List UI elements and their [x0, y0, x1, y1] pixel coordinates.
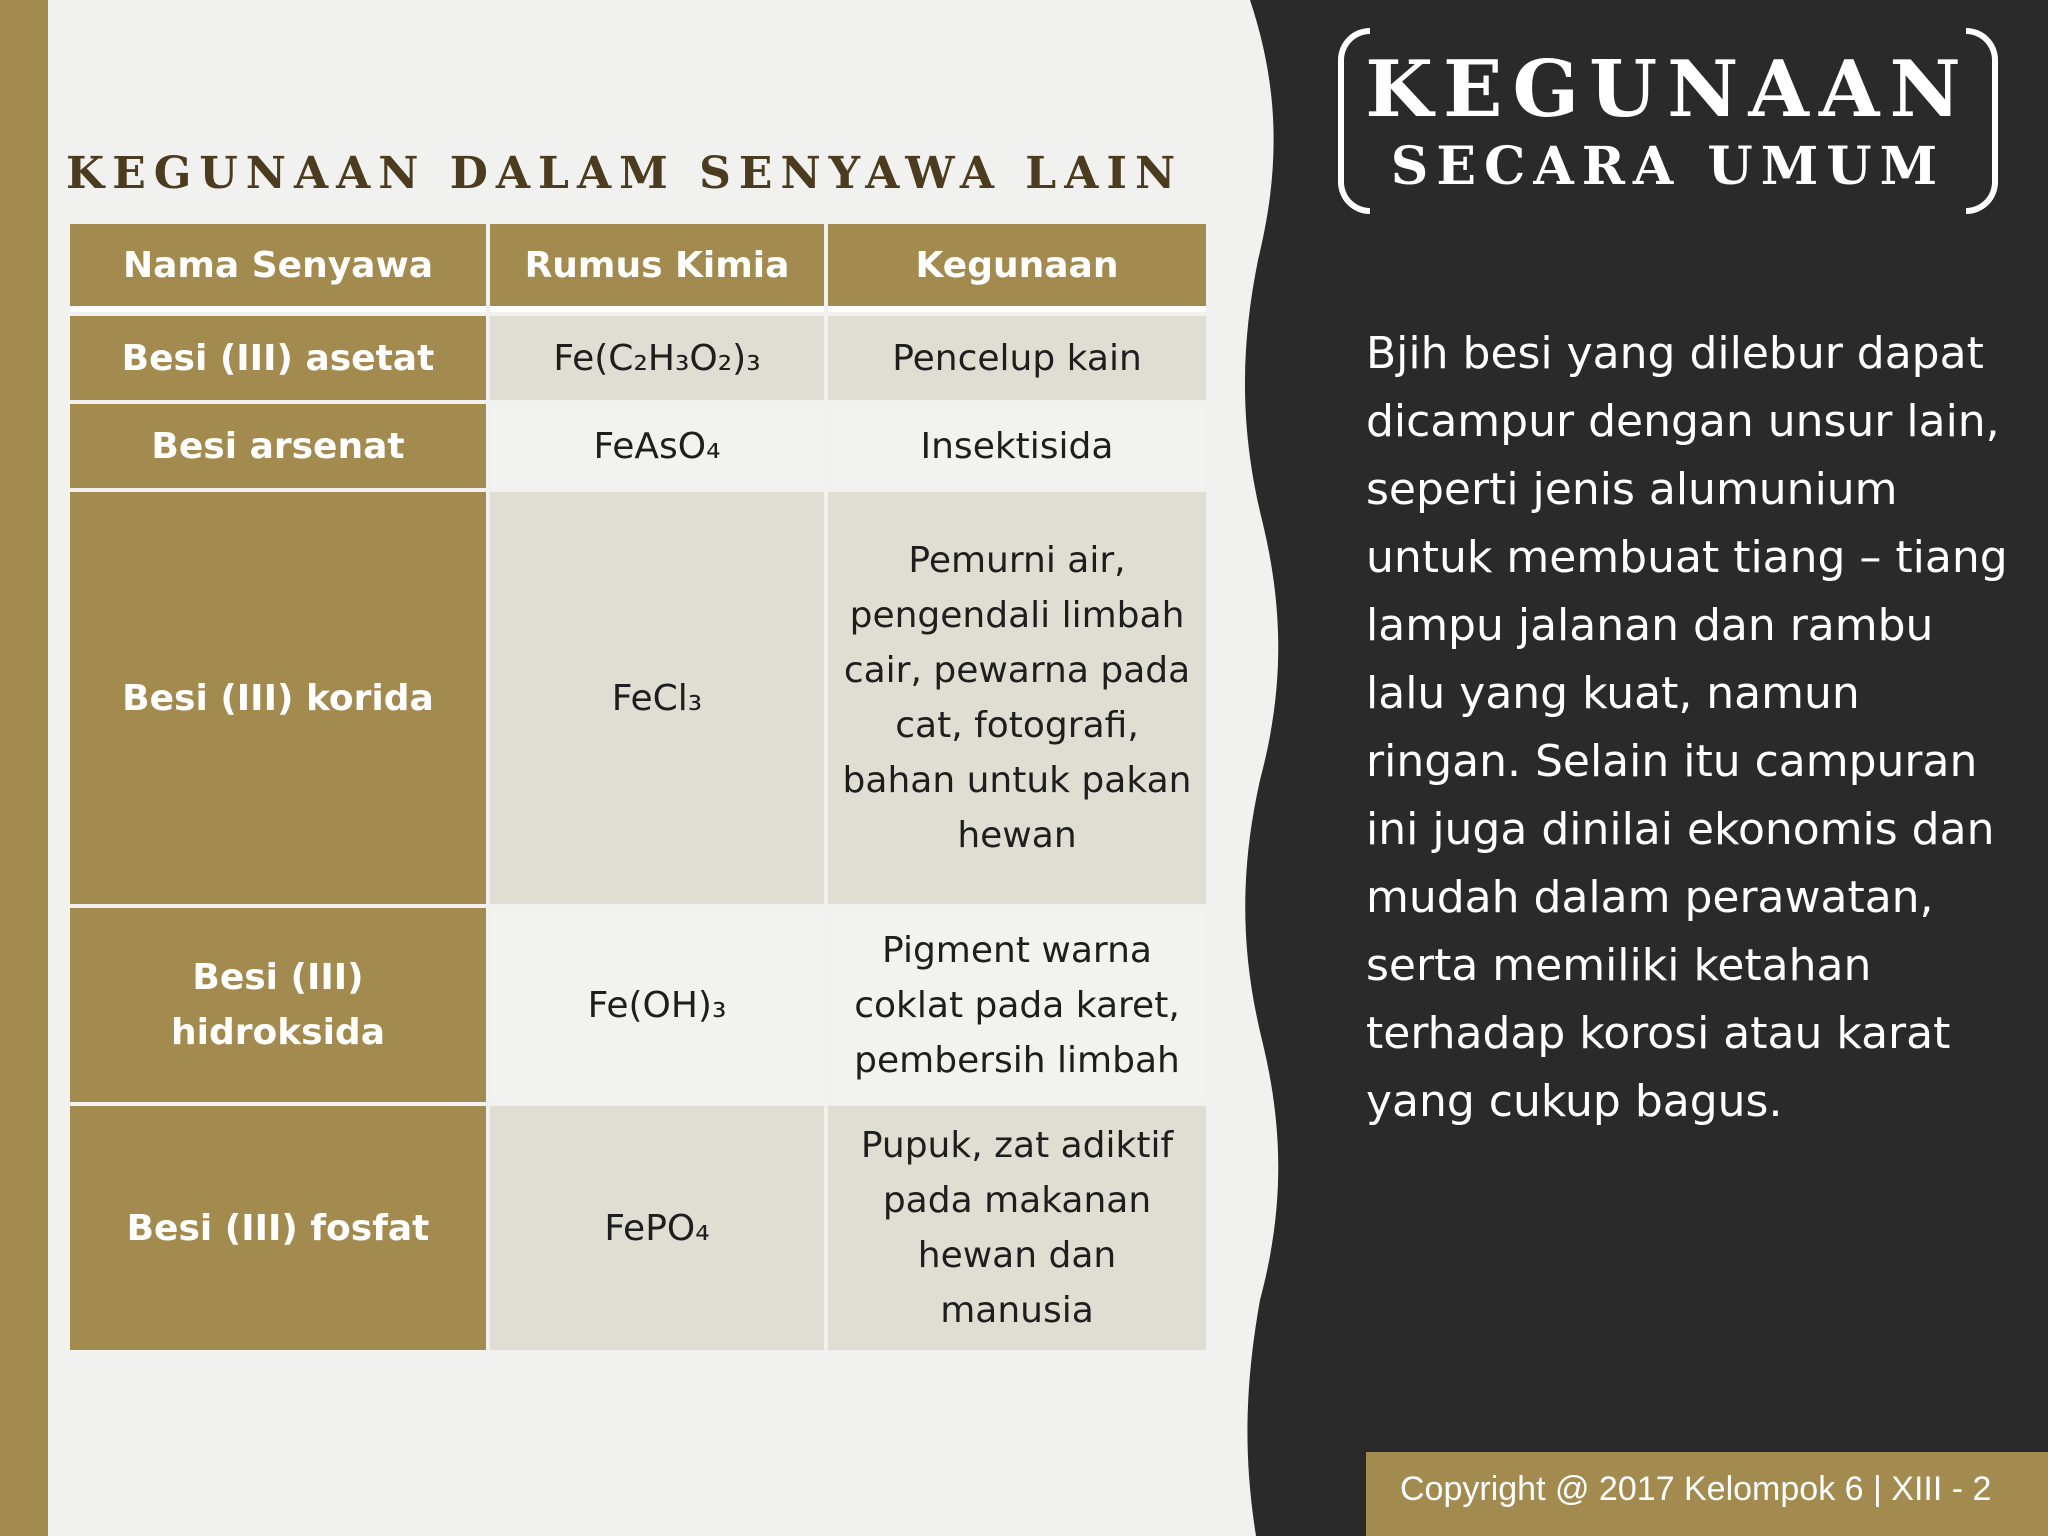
compound-name: Besi (III) korida: [70, 492, 486, 904]
header-rumus-kimia: Rumus Kimia: [490, 224, 824, 312]
table-row: [70, 404, 1206, 488]
compound-use: Insektisida: [828, 404, 1206, 488]
table-header-row: [70, 224, 1206, 312]
compound-formula: Fe(C₂H₃O₂)₃: [490, 316, 824, 400]
section-title: KEGUNAAN DALAM SENYAWA LAIN: [66, 148, 1184, 199]
table-row: [70, 492, 1206, 904]
compound-use: Pemurni air, pengendali limbah cair, pewarna pada cat, fotografi, bahan untuk pakan hewan: [828, 492, 1206, 904]
left-accent-bar: [0, 0, 48, 1536]
compound-name: Besi (III) asetat: [70, 316, 486, 400]
compound-use: Pencelup kain: [828, 316, 1206, 400]
compound-name: Besi arsenat: [70, 404, 486, 488]
side-heading-line1: KEGUNAAN: [1365, 44, 1971, 135]
compound-use: Pigment warna coklat pada karet, pembersih limbah: [828, 908, 1206, 1102]
compound-use: Pupuk, zat adiktif pada makanan hewan dan manusia: [828, 1106, 1206, 1350]
table-row: [70, 908, 1206, 1102]
side-heading-line2: SECARA UMUM: [1390, 136, 1946, 197]
table-row: [70, 316, 1206, 400]
header-nama-senyawa: Nama Senyawa: [70, 224, 486, 312]
table-row: [70, 1106, 1206, 1350]
compound-formula: FePO₄: [490, 1106, 824, 1350]
side-heading: [1338, 28, 1998, 214]
footer-copyright: Copyright @ 2017 Kelompok 6 | XIII - 2: [1366, 1452, 2048, 1536]
compound-formula: FeAsO₄: [490, 404, 824, 488]
header-kegunaan: Kegunaan: [828, 224, 1206, 312]
compound-name: Besi (III) fosfat: [70, 1106, 486, 1350]
side-body-text: Bjih besi yang dilebur dapat dicampur dengan unsur lain, seperti jenis alumunium untuk membuat tiang – tiang lampu jalanan dan rambu lalu yang kuat, namun ringan. Selain itu campuran ini juga dinilai ekonomis dan mudah dalam perawatan, serta memiliki ketahan terhadap korosi atau karat yang cukup bagus.: [1366, 328, 2008, 1127]
compound-name: Besi (III) hidroksida: [70, 908, 486, 1102]
compound-formula: Fe(OH)₃: [490, 908, 824, 1102]
compound-table: [66, 220, 1210, 1354]
compound-formula: FeCl₃: [490, 492, 824, 904]
